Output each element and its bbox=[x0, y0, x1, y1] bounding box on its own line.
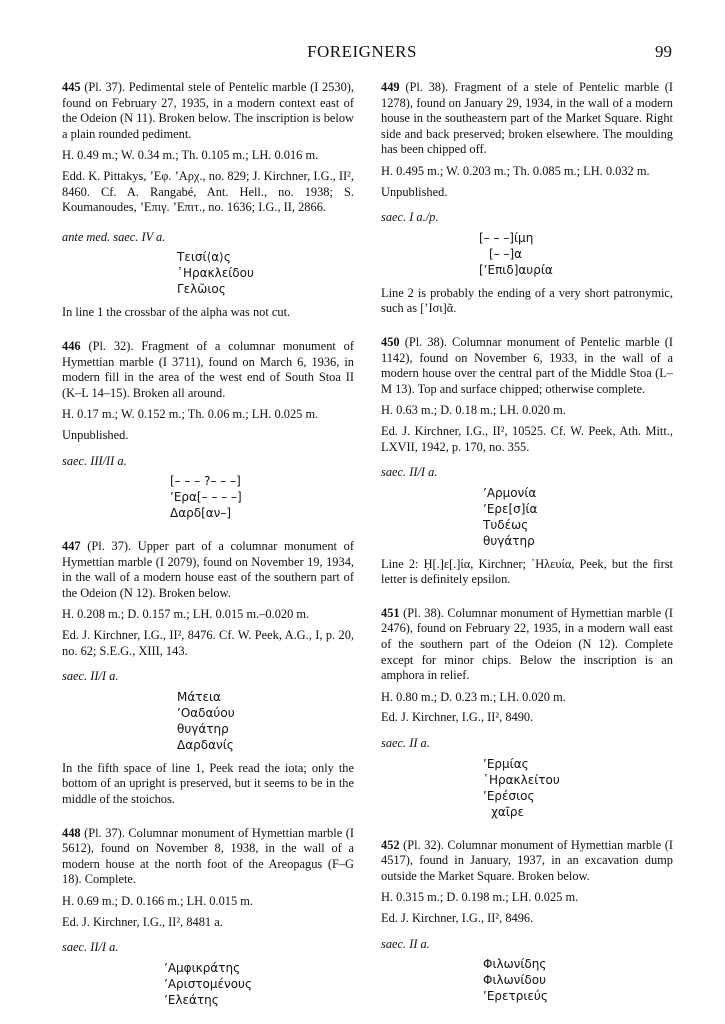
commentary: In line 1 the crossbar of the alpha was not cut. bbox=[62, 305, 291, 320]
inscription bbox=[483, 756, 673, 820]
inscription-line: ’Ερα[– – – –] bbox=[170, 490, 242, 505]
inscription-line: θυγάτηρ bbox=[177, 721, 229, 736]
inscription bbox=[177, 689, 354, 753]
entry-number: 446 bbox=[62, 338, 81, 353]
inscription-line: Δαρδανίς bbox=[177, 737, 234, 752]
entry-number: 445 bbox=[62, 80, 81, 94]
editions: Ed. J. Kirchner, I.G., II², 8496. bbox=[381, 911, 534, 925]
inscription-line: ῾Ηρακλείτου bbox=[483, 772, 560, 787]
date: saec. II/I a. bbox=[62, 669, 119, 684]
inscription bbox=[483, 956, 673, 1004]
date: saec. II a. bbox=[381, 936, 430, 951]
publication-status: Unpublished. bbox=[381, 184, 448, 199]
entry-450 bbox=[371, 335, 673, 588]
commentary: Line 2 is probably the ending of a very short patronymic, such as [’Ισι]ᾶ. bbox=[381, 285, 673, 316]
inscription-line: ’Αρμονία bbox=[483, 485, 537, 500]
date: saec. II/I a. bbox=[62, 940, 119, 955]
inscription-line: Τυδέως bbox=[483, 517, 529, 532]
inscription bbox=[479, 230, 673, 278]
measurements: H. 0.208 m.; D. 0.157 m.; LH. 0.015 m.–0.020 m. bbox=[62, 607, 310, 622]
inscription-line: [– – – ?– – –] bbox=[170, 474, 241, 489]
inscription-line: ’Ερετριεύς bbox=[483, 989, 548, 1004]
entry-447 bbox=[52, 539, 354, 808]
measurements: H. 0.63 m.; D. 0.18 m.; LH. 0.020 m. bbox=[381, 403, 566, 418]
inscription-line: [’Επιδ]αυρία bbox=[479, 262, 553, 277]
inscription-line: ’Οαδαύου bbox=[177, 705, 235, 720]
inscription-line: Δαρδ[αν–] bbox=[170, 506, 232, 521]
inscription bbox=[483, 485, 673, 549]
inscription-line: Μάτεια bbox=[177, 689, 221, 704]
inscription-line: ῾Ηρακλείδου bbox=[177, 266, 254, 281]
entry-446 bbox=[52, 339, 354, 521]
date: saec. II/I a. bbox=[381, 465, 438, 480]
entry-number: 448 bbox=[62, 825, 81, 840]
left-column bbox=[52, 80, 354, 1008]
right-column bbox=[371, 80, 673, 1004]
measurements: H. 0.315 m.; D. 0.198 m.; LH. 0.025 m. bbox=[381, 890, 579, 905]
entry-448 bbox=[52, 826, 354, 1008]
running-title: FOREIGNERS bbox=[307, 42, 417, 61]
entry-number: 449 bbox=[381, 80, 400, 94]
entry-451 bbox=[371, 606, 673, 820]
entry-description: 449 (Pl. 38). Fragment of a stele of Pentelic marble (I 1278), found on January 29, 1934, in the wall of a modern house in the southeastern part of the Market Square. Right side and back preserved; broken elsewhere. The moulding has been chipped off. bbox=[381, 80, 673, 157]
entry-description: 447 (Pl. 37). Upper part of a columnar monument of Hymettian marble (I 2079), found on November 19, 1934, in the wall of a modern house east of the southern part of the Odeion (N 12). Broken below. bbox=[62, 539, 354, 600]
commentary: Line 2: Ḥ[.]ε[.]ία, Kirchner; ῾Ηλευία, Peek, but the first letter is definitely epsilon. bbox=[381, 556, 673, 587]
editions: Ed. J. Kirchner, I.G., II², 10525. Cf. W. Peek, Ath. Mitt., LXVII, 1942, p. 170, no. 355. bbox=[381, 423, 673, 454]
inscription-line: Φιλωνίδης bbox=[483, 957, 547, 972]
inscription-line: χαῖρε bbox=[491, 804, 525, 819]
inscription-line: ’Ερε[σ]ία bbox=[483, 501, 538, 516]
entry-445 bbox=[52, 80, 354, 321]
commentary: In the fifth space of line 1, Peek read the iota; only the bottom of an upright is preserved, but it seems to be in the middle of the stoichos. bbox=[62, 760, 354, 807]
editions: Ed. J. Kirchner, I.G., II², 8490. bbox=[381, 710, 534, 725]
inscription-line: ’Αριστομένους bbox=[164, 976, 253, 991]
date: saec. I a./p. bbox=[381, 210, 439, 225]
page-number: 99 bbox=[655, 42, 672, 61]
entry-number: 451 bbox=[381, 605, 400, 620]
entry-description: 451 (Pl. 38). Columnar monument of Hymettian marble (I 2476), found on February 22, 1935, in a modern wall east of the southern part of the Odeion (N 12). Complete except for minor chips. Below the inscription is an amphora in relief. bbox=[381, 605, 673, 683]
inscription bbox=[170, 473, 354, 521]
entry-description: 452 (Pl. 32). Columnar monument of Hymettian marble (I 4517), found in January, 1937, in an excavation dump outside the Market Square. Broken below. bbox=[381, 837, 673, 883]
editions: Ed. J. Kirchner, I.G., II², 8481 a. bbox=[62, 914, 223, 929]
inscription-line: Τεισί⟨α⟩ς bbox=[177, 250, 231, 265]
inscription-line: [– –]α bbox=[489, 246, 523, 261]
inscription-line: ’Ερέσιος bbox=[483, 788, 535, 803]
inscription-line: ’Αμφικράτης bbox=[164, 960, 241, 975]
inscription-line: [– – –]ίμη bbox=[479, 230, 534, 245]
entry-description: 446 (Pl. 32). Fragment of a columnar monument of Hymettian marble (I 3711), found on March 6, 1936, in modern fill in the area of the west end of South Stoa II (K–L 14–15). Broken all around. bbox=[62, 338, 354, 400]
inscription-line: ’Ερμίας bbox=[483, 756, 529, 771]
inscription-line: ’Ελεάτης bbox=[164, 992, 219, 1007]
entry-description: 450 (Pl. 38). Columnar monument of Pentelic marble (I 1142), found on November 6, 1933, in the wall of a modern house over the central part of the Middle Stoa (L–M 13). Top and surface chipped; otherwise complete. bbox=[381, 334, 673, 396]
date: ante med. saec. IV a. bbox=[62, 229, 166, 244]
editions: Ed. J. Kirchner, I.G., II², 8476. Cf. W. Peek, A.G., I, p. 20, no. 62; S.E.G., XIII, 143. bbox=[62, 628, 354, 658]
date: saec. II a. bbox=[381, 736, 430, 751]
measurements: H. 0.17 m.; W. 0.152 m.; Th. 0.06 m.; LH. 0.025 m. bbox=[62, 407, 319, 422]
measurements: H. 0.495 m.; W. 0.203 m.; Th. 0.085 m.; LH. 0.032 m. bbox=[381, 163, 650, 178]
inscription-line: θυγάτηρ bbox=[483, 533, 535, 548]
inscription bbox=[177, 249, 354, 297]
measurements: H. 0.80 m.; D. 0.23 m.; LH. 0.020 m. bbox=[381, 689, 566, 704]
page-header bbox=[52, 42, 672, 68]
publication-status: Unpublished. bbox=[62, 427, 129, 442]
entry-number: 450 bbox=[381, 334, 400, 349]
measurements: H. 0.69 m.; D. 0.166 m.; LH. 0.015 m. bbox=[62, 894, 254, 908]
inscription bbox=[164, 960, 354, 1008]
entry-452 bbox=[371, 838, 673, 1005]
entry-description: 448 (Pl. 37). Columnar monument of Hymettian marble (I 5612), found on November 8, 1938, in the wall of a modern house at the north foot of the Areopagus (F–G 18). Complete. bbox=[62, 825, 354, 887]
entry-number: 452 bbox=[381, 837, 400, 852]
editions: Edd. K. Pittakys, ’Εφ. ’Αρχ., no. 829; J. Kirchner, I.G., II², 8460. Cf. A. Rangabé, Ant. Hell., no. 1938; S. Koumanoudes, ’Επιγ. ’Επιτ., no. 1636; I.G., II, 2866. bbox=[62, 168, 354, 215]
inscription-line: Γελῶιος bbox=[177, 282, 226, 297]
entry-number: 447 bbox=[62, 539, 81, 554]
date: saec. III/II a. bbox=[62, 453, 127, 468]
entry-description: 445 (Pl. 37). Pedimental stele of Pentelic marble (I 2530), found on February 27, 1935, in a modern context east of the Odeion (N 11). Broken below. The inscription is below a plain rounded pediment. bbox=[62, 80, 354, 141]
measurements: H. 0.49 m.; W. 0.34 m.; Th. 0.105 m.; LH. 0.016 m. bbox=[62, 148, 319, 163]
inscription-line: Φιλωνίδου bbox=[483, 973, 547, 988]
entry-449 bbox=[371, 80, 673, 317]
